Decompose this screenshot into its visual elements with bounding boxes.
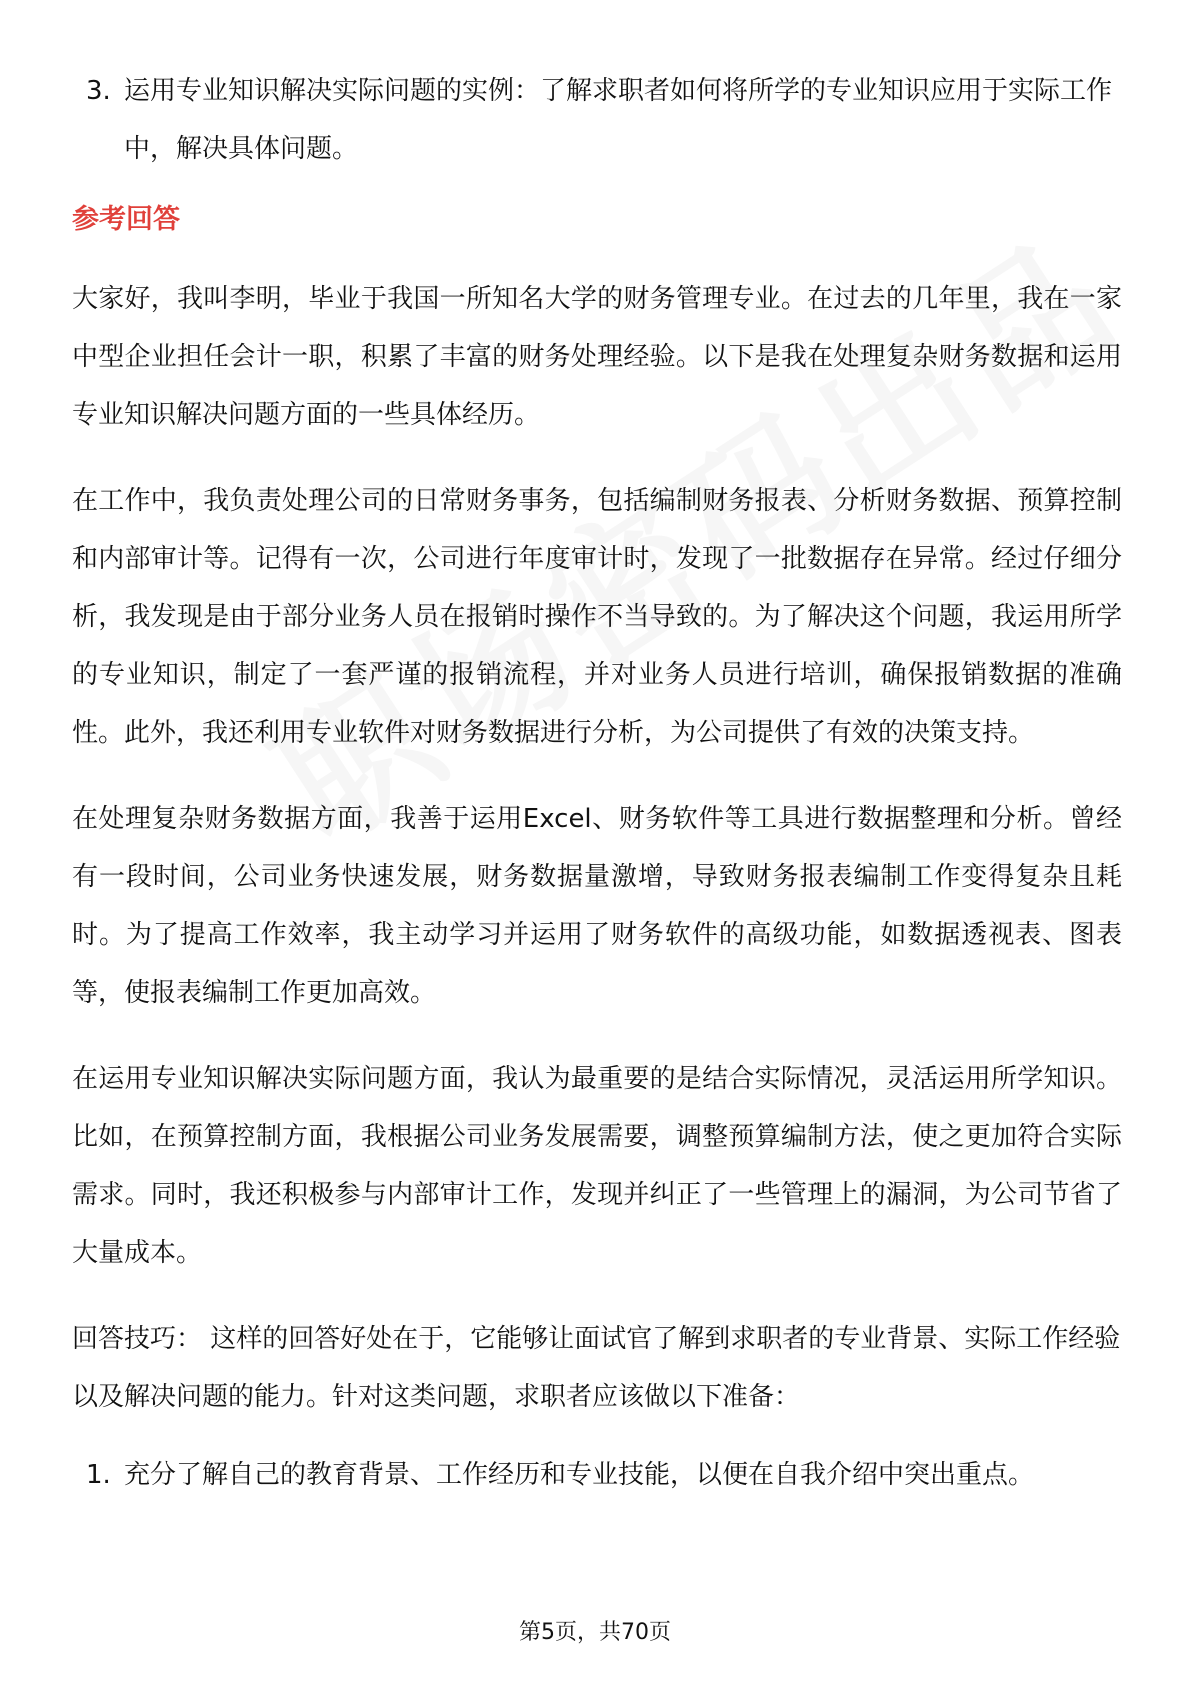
paragraph-applied-knowledge: 在运用专业知识解决实际问题方面，我认为最重要的是结合实际情况，灵活运用所学知识。比如，在预算控制方面，我根据公司业务发展需要，调整预算编制方法，使之更加符合实际需求。同时，我还积极参与内部审计工作，发现并纠正了一些管理上的漏洞，为公司节省了大量成本。 (72, 1064, 1122, 1268)
list-number: 1. (86, 1460, 111, 1490)
prep-list-item (72, 1446, 1122, 1504)
answer-tips: 回答技巧： 这样的回答好处在于，它能够让面试官了解到求职者的专业背景、实际工作经验以及解决问题的能力。针对这类问题，求职者应该做以下准备： (72, 1324, 1121, 1412)
document-body (72, 62, 1122, 1504)
paragraph-work-experience: 在工作中，我负责处理公司的日常财务事务，包括编制财务报表、分析财务数据、预算控制和内部审计等。记得有一次，公司进行年度审计时，发现了一批数据存在异常。经过仔细分析，我发现是由于部分业务人员在报销时操作不当导致的。为了解决这个问题，我运用所学的专业知识，制定了一套严谨的报销流程，并对业务人员进行培训，确保报销数据的准确性。此外，我还利用专业软件对财务数据进行分析，为公司提供了有效的决策支持。 (72, 486, 1122, 748)
page-footer: 第5页，共70页 (519, 1620, 671, 1645)
paragraph-data-tools: 在处理复杂财务数据方面，我善于运用Excel、财务软件等工具进行数据整理和分析。曾经有一段时间，公司业务快速发展，财务数据量激增，导致财务报表编制工作变得复杂且耗时。为了提高工作效率，我主动学习并运用了财务软件的高级功能，如数据透视表、图表等，使报表编制工作更加高效。 (72, 804, 1122, 1008)
section-heading: 参考回答 (72, 204, 180, 235)
list-number: 3. (86, 76, 111, 106)
list-text: 运用专业知识解决实际问题的实例：了解求职者如何将所学的专业知识应用于实际工作中，解决具体问题。 (124, 76, 1113, 164)
paragraph-intro: 大家好，我叫李明，毕业于我国一所知名大学的财务管理专业。在过去的几年里，我在一家中型企业担任会计一职，积累了丰富的财务处理经验。以下是我在处理复杂财务数据和运用专业知识解决问题方面的一些具体经历。 (72, 284, 1122, 430)
list-text: 充分了解自己的教育背景、工作经历和专业技能，以便在自我介绍中突出重点。 (124, 1460, 1035, 1490)
intro-list-item (72, 62, 1122, 178)
